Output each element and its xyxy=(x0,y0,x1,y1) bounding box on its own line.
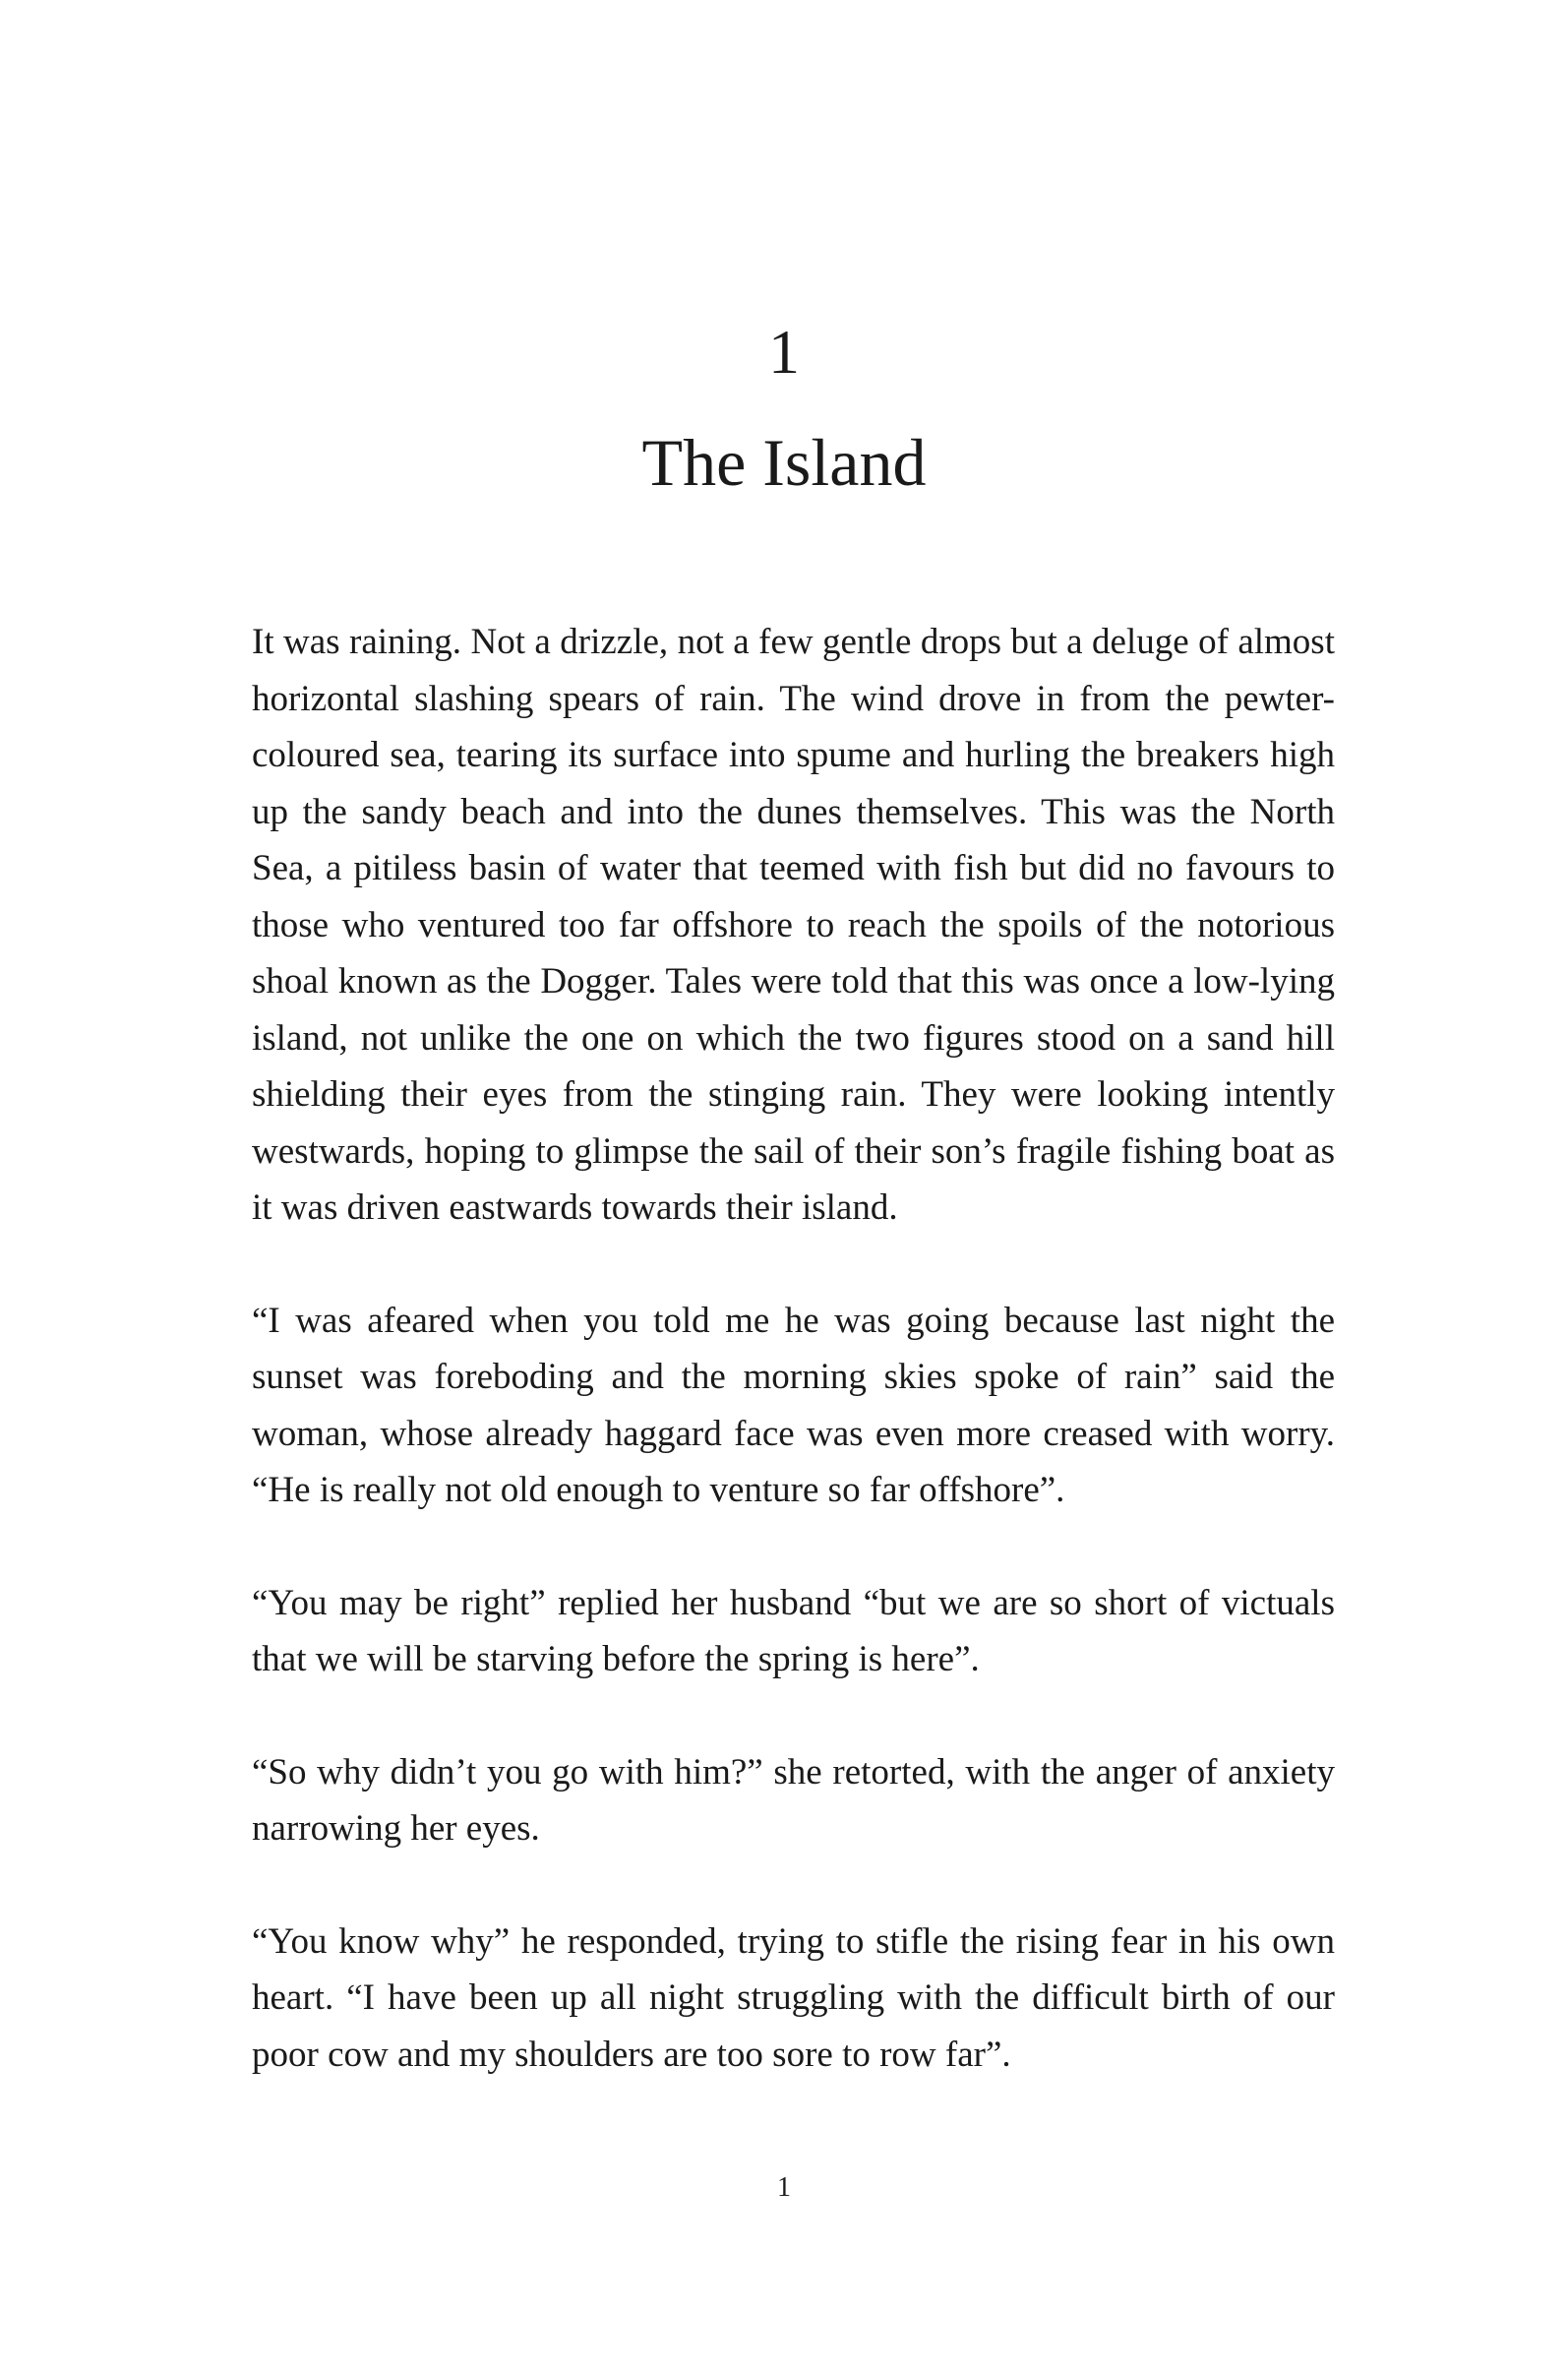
paragraph: “So why didn’t you go with him?” she retorted, with the anger of anxiety narrowing her eyes. xyxy=(252,1751,1335,1849)
paragraph: “You may be right” replied her husband “but we are so short of victuals that we will be starving before the spring is here”. xyxy=(252,1582,1335,1679)
paragraph: It was raining. Not a drizzle, not a few gentle drops but a deluge of almost horizontal slashing spears of rain. The wind drove in from the pewter-coloured sea, tearing its surface into spume and hurling the breakers high up the sandy beach and into the dunes themselves. This was the North Sea, a pitiless basin of water that teemed with fish but did no favours to those who ventured too far offshore to reach the spoils of the notorious shoal known as the Dogger. Tales were told that this was once a low-lying island, not unlike the one on which the two figures stood on a sand hill shielding their eyes from the stinging rain. They were looking intently westwards, hoping to glimpse the sail of their son’s fragile fishing boat as it was driven eastwards towards their island. xyxy=(252,622,1335,1228)
chapter-number: 1 xyxy=(768,317,800,387)
page-number: 1 xyxy=(777,2172,791,2203)
paragraph: “I was afeared when you told me he was going because last night the sunset was foreboding and the morning skies spoke of rain” said the woman, whose already haggard face was even more creased with worry. “He is really not old enough to venture so far offshore”. xyxy=(252,1300,1335,1510)
paragraph: “You know why” he responded, trying to stifle the rising fear in his own heart. “I have been up all night struggling with the difficult birth of our poor cow and my shoulders are too sore to row far”. xyxy=(252,1920,1335,2075)
chapter-body xyxy=(252,614,1335,2139)
chapter-title: The Island xyxy=(641,425,927,500)
